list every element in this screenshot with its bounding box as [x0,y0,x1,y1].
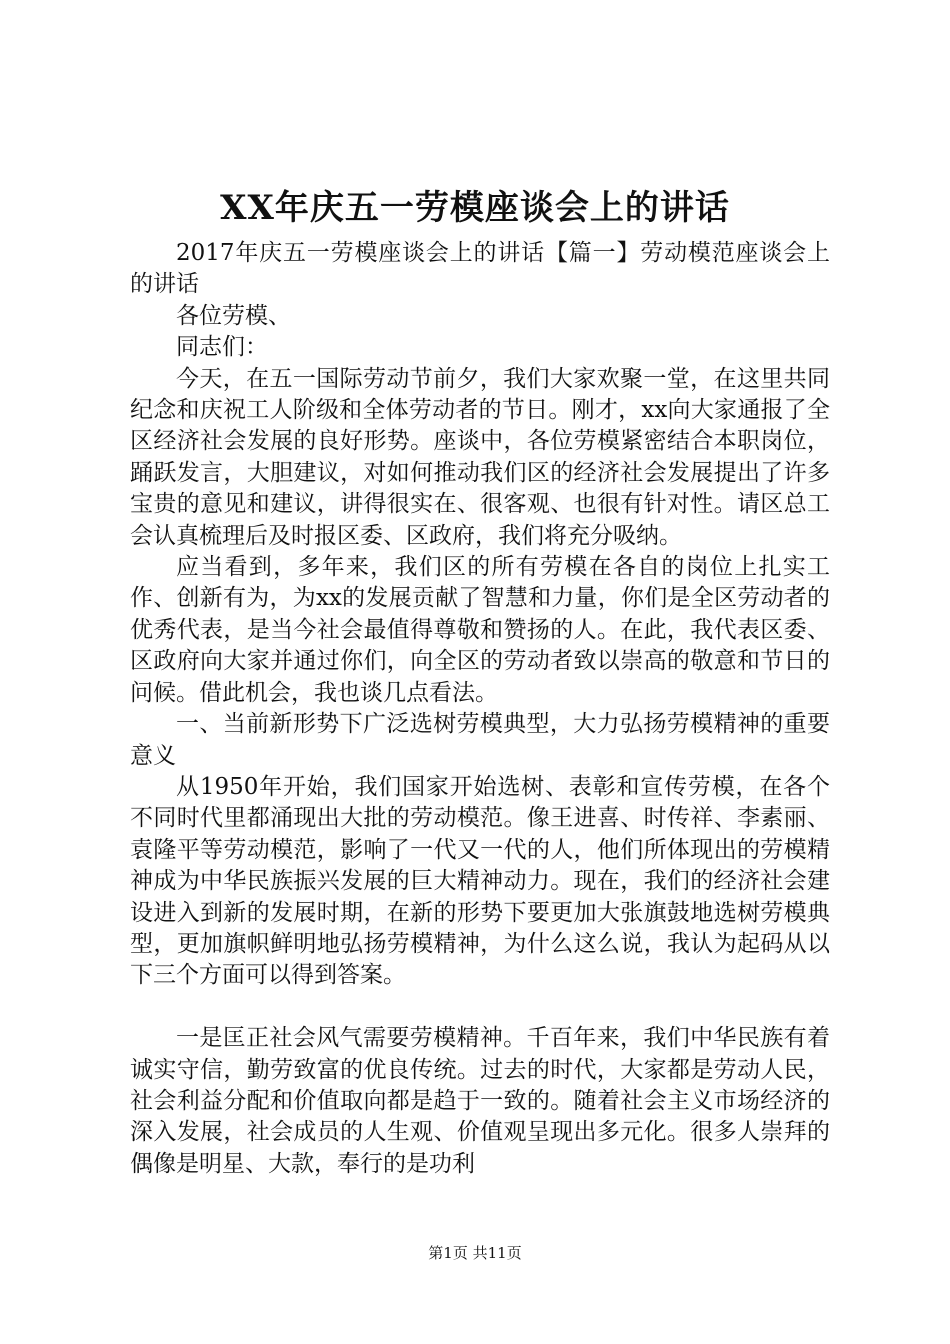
section-heading-1: 一、当前新形势下广泛选树劳模典型，大力弘扬劳模精神的重要意义 [130,711,830,769]
paragraph-history: 从1950年开始，我们国家开始选树、表彰和宣传劳模，在各个不同时代里都涌现出大批的劳动模范。像王进喜、时传祥、李素丽、袁隆平等劳动模范，影响了一代又一代的人，他们所体现出的劳模精神成为中华民族振兴发展的巨大精神动力。现在，我们的经济社会建设进入到新的发展时期，在新的形势下要更加大张旗鼓地选树劳模典型，更加旗帜鲜明地弘扬劳模精神，为什么这么说，我认为起码从以下三个方面可以得到答案。 [130,773,830,989]
paragraph-tribute: 应当看到，多年来，我们区的所有劳模在各自的岗位上扎实工作、创新有为，为xx的发展贡献了智慧和力量，你们是全区劳动者的优秀代表，是当今社会最值得尊敬和赞扬的人。在此，我代表区委、区政府向大家并通过你们，向全区的劳动者致以崇高的敬意和节日的问候。借此机会，我也谈几点看法。 [130,554,830,706]
paragraph-opening: 今天，在五一国际劳动节前夕，我们大家欢聚一堂，在这里共同纪念和庆祝工人阶级和全体劳动者的节日。刚才，xx向大家通报了全区经济社会发展的良好形势。座谈中，各位劳模紧密结合本职岗位，踊跃发言，大胆建议，对如何推动我们区的经济社会发展提出了许多宝贵的意见和建议，讲得很实在、很客观、也很有针对性。请区总工会认真梳理后及时报区委、区政府，我们将充分吸纳。 [130,365,830,549]
paragraph-salutation-2: 同志们： [176,334,268,361]
paragraph-heading-line: 2017年庆五一劳模座谈会上的讲话【篇一】劳动模范座谈会上的讲话 [130,240,830,298]
document-title: XX年庆五一劳模座谈会上的讲话 [220,188,730,228]
document-body [130,238,830,1180]
paragraph-salutation-1: 各位劳模、 [176,302,291,329]
page-footer: 第1页 共11页 [428,1244,522,1262]
paragraph-point-1: 一是匡正社会风气需要劳模精神。千百年来，我们中华民族有着诚实守信，勤劳致富的优良传统。过去的时代，大家都是劳动人民，社会利益分配和价值取向都是趋于一致的。随着社会主义市场经济的深入发展，社会成员的人生观、价值观呈现出多元化。很多人崇拜的偶像是明星、大款，奉行的是功利 [130,1025,830,1177]
